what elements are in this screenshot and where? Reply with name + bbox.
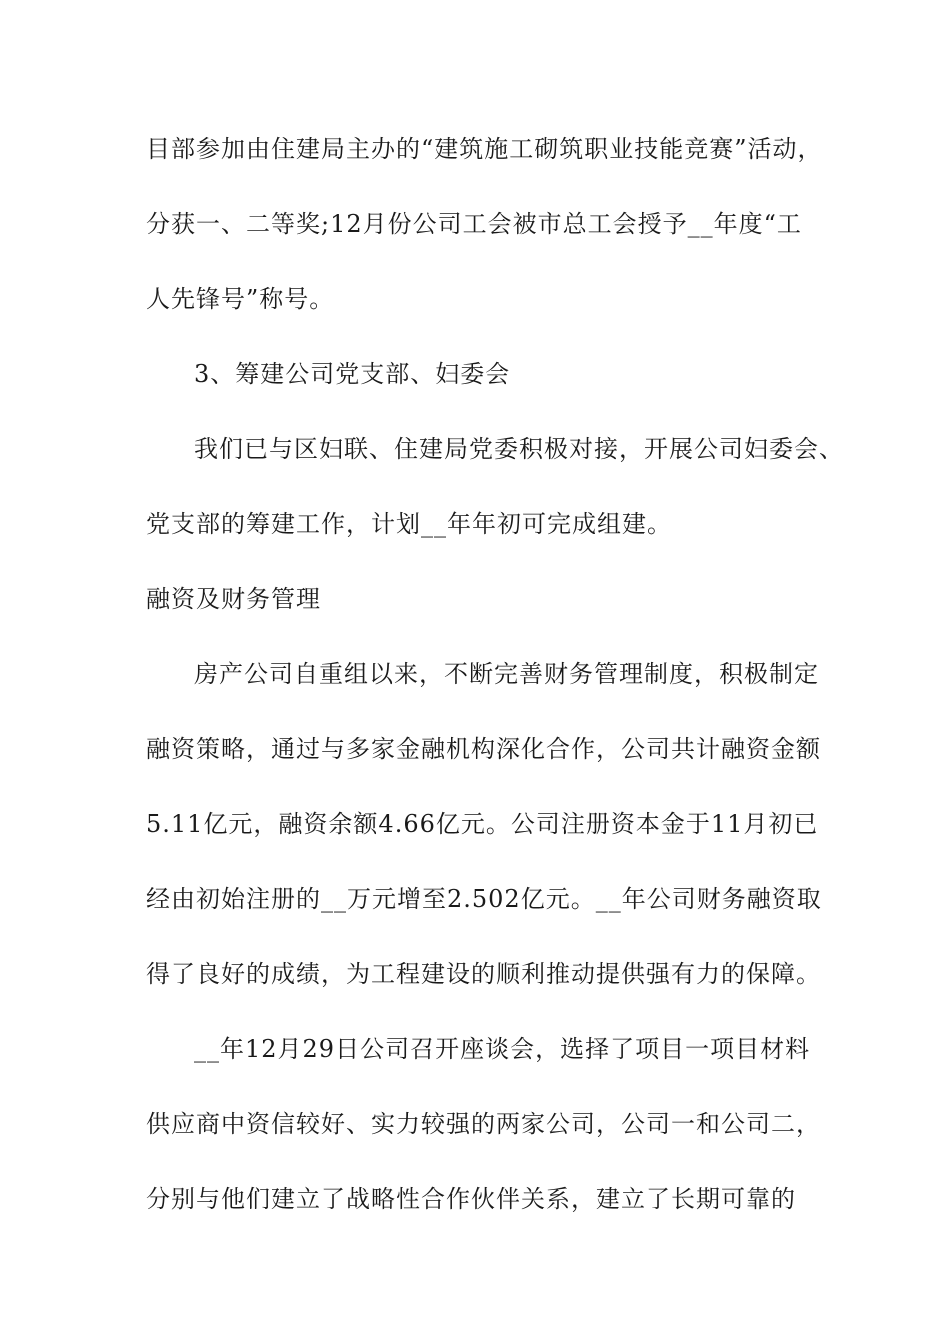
section-heading: 融资及财务管理 — [146, 585, 321, 613]
body-text-line: 党支部的筹建工作，计划__年年初可完成组建。 — [146, 510, 672, 538]
section-heading: 3、筹建公司党支部、妇委会 — [194, 360, 511, 388]
body-text-line: 5.11亿元，融资余额4.66亿元。公司注册资本金于11月初已 — [146, 810, 819, 838]
body-text-line: 房产公司自重组以来，不断完善财务管理制度，积极制定 — [194, 660, 819, 688]
body-text-line: 分获一、二等奖;12月份公司工会被市总工会授予__年度“工 — [146, 210, 802, 238]
body-text-line: 供应商中资信较好、实力较强的两家公司，公司一和公司二， — [146, 1110, 821, 1138]
body-text-line: 目部参加由住建局主办的“建筑施工砌筑职业技能竞赛”活动， — [146, 135, 823, 163]
body-text-line: 我们已与区妇联、住建局党委积极对接，开展公司妇委会、 — [194, 435, 844, 463]
body-text-line: 融资策略，通过与多家金融机构深化合作，公司共计融资金额 — [146, 735, 821, 763]
body-text-line: 分别与他们建立了战略性合作伙伴关系，建立了长期可靠的 — [146, 1185, 796, 1213]
body-text-line: 经由初始注册的__万元增至2.502亿元。__年公司财务融资取 — [146, 885, 822, 913]
body-text-line: __年12月29日公司召开座谈会，选择了项目一项目材料 — [194, 1035, 811, 1063]
body-text-line: 得了良好的成绩，为工程建设的顺利推动提供强有力的保障。 — [146, 960, 821, 988]
body-text-line: 人先锋号”称号。 — [146, 285, 335, 313]
